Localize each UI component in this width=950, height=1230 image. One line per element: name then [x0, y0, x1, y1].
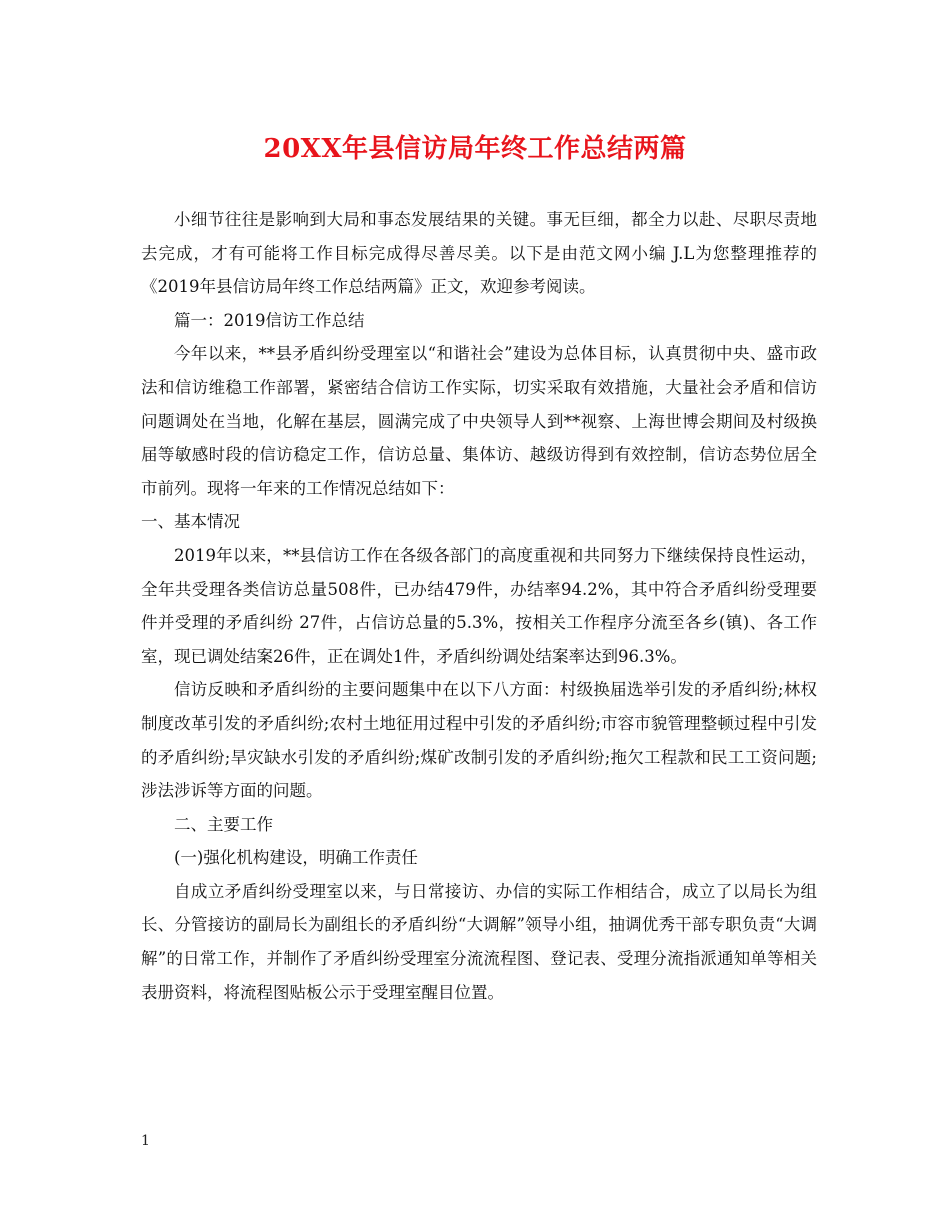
institution-building-paragraph: 自成立矛盾纠纷受理室以来，与日常接访、办信的实际工作相结合，成立了以局长为组长、分管接访的副局长为副组长的矛盾纠纷“大调解”领导小组，抽调优秀干部专职负责“大调解”的日常工作，并制作了矛盾纠纷受理室分流流程图、登记表、受理分流指派通知单等相关表册资料，将流程图贴板公示于受理室醒目位置。: [141, 881, 817, 1002]
document-body: [141, 203, 817, 1009]
document-title: 20XX年县信访局年终工作总结两篇: [263, 134, 687, 164]
section-heading-main-work: 二、主要工作: [174, 814, 273, 834]
overview-paragraph: 今年以来，**县矛盾纠纷受理室以“和谐社会”建设为总体目标，认真贯彻中央、盛市政法和信访维稳工作部署，紧密结合信访工作实际，切实采取有效措施，大量社会矛盾和信访问题调处在当地，化解在基层，圆满完成了中央领导人到**视察、上海世博会期间及村级换届等敏感时段的信访稳定工作，信访总量、集体访、越级访得到有效控制，信访态势位居全市前列。现将一年来的工作情况总结如下：: [141, 344, 817, 498]
issues-paragraph: 信访反映和矛盾纠纷的主要问题集中在以下八方面：村级换届选举引发的矛盾纠纷;林权制度改革引发的矛盾纠纷;农村土地征用过程中引发的矛盾纠纷;市容市貌管理整顿过程中引发的矛盾纠纷;旱灾缺水引发的矛盾纠纷;煤矿改制引发的矛盾纠纷;拖欠工程款和民工工资问题;涉法涉诉等方面的问题。: [141, 680, 817, 801]
basic-situation-paragraph: 2019年以来，**县信访工作在各级各部门的高度重视和共同努力下继续保持良性运动，全年共受理各类信访总量508件，已办结479件，办结率94.2%，其中符合矛盾纠纷受理要件并受理的矛盾纠纷 27件，占信访总量的5.3%，按相关工作程序分流至各乡(镇)、各工作室，现已调处结案26件，正在调处1件，矛盾纠纷调处结案率达到96.3%。: [141, 545, 817, 666]
subsection-heading-institution-building: (一)强化机构建设，明确工作责任: [174, 848, 418, 868]
page-number: 1: [141, 1133, 150, 1149]
intro-paragraph: 小细节往往是影响到大局和事态发展结果的关键。事无巨细，都全力以赴、尽职尽责地去完成，才有可能将工作目标完成得尽善尽美。以下是由范文网小编 J.L为您整理推荐的《2019年县信访局年终工作总结两篇》正文，欢迎参考阅读。: [141, 210, 817, 297]
section-heading-part-one: 篇一：2019信访工作总结: [174, 310, 365, 330]
section-heading-basic-situation: 一、基本情况: [141, 512, 240, 532]
